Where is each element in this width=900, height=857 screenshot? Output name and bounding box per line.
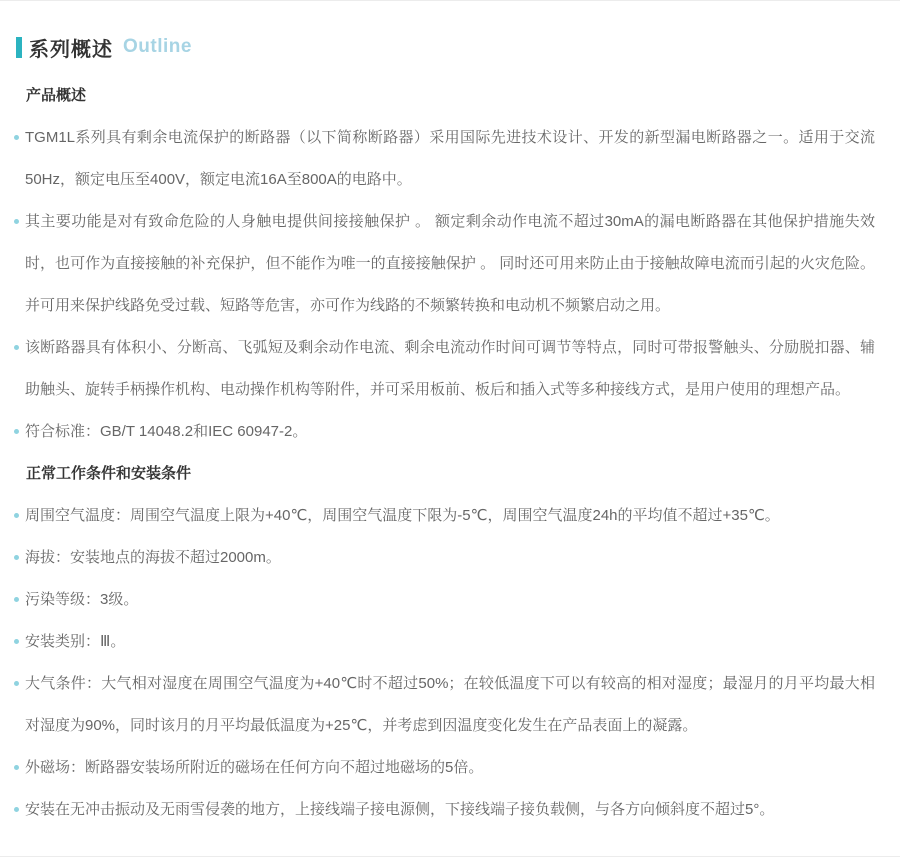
bullet-dot-icon	[14, 219, 19, 224]
content	[0, 75, 875, 831]
bullet-list	[14, 117, 875, 453]
header-accent-bar-icon	[16, 37, 22, 58]
bullet-text: 大气条件：大气相对湿度在周围空气温度为+40℃时不超过50%；在较低温度下可以有较高的相对湿度；最湿月的月平均最大相对湿度为90%，同时该月的月平均最低温度为+25℃，并考虑到因温度变化发生在产品表面上的凝露。	[25, 675, 875, 734]
bullet-item	[14, 117, 875, 201]
bullet-dot-icon	[14, 681, 19, 686]
bullet-item	[14, 327, 875, 411]
page-subtitle: Outline	[123, 36, 192, 57]
section-heading: 产品概述	[26, 87, 87, 104]
bullet-item	[14, 495, 875, 537]
bullet-text: 其主要功能是对有致命危险的人身触电提供间接接触保护 。 额定剩余动作电流不超过30mA的漏电断路器在其他保护措施失效时，也可作为直接接触的补充保护，但不能作为唯一的直接接触保护 。 同时还可用来防止由于接触故障电流而引起的火灾危险。并可用来保护线路免受过载、短路等危害，亦可作为线路的不频繁转换和电动机不频繁启动之用。	[25, 213, 875, 314]
bullet-text: 海拔：安装地点的海拔不超过2000m。	[25, 549, 281, 566]
bullet-item	[14, 201, 875, 327]
bullet-text: 周围空气温度：周围空气温度上限为+40℃，周围空气温度下限为-5℃，周围空气温度24h的平均值不超过+35℃。	[25, 507, 780, 524]
section-heading: 正常工作条件和安装条件	[26, 465, 192, 482]
bullet-text: 外磁场：断路器安装场所附近的磁场在任何方向不超过地磁场的5倍。	[25, 759, 484, 776]
bullet-text: TGM1L系列具有剩余电流保护的断路器（以下简称断路器）采用国际先进技术设计、开发的新型漏电断路器之一。适用于交流50Hz，额定电压至400V，额定电流16A至800A的电路中。	[25, 129, 875, 188]
bullet-dot-icon	[14, 135, 19, 140]
bullet-dot-icon	[14, 555, 19, 560]
bullet-text: 该断路器具有体积小、分断高、飞弧短及剩余动作电流、剩余电流动作时间可调节等特点，同时可带报警触头、分励脱扣器、辅助触头、旋转手柄操作机构、电动操作机构等附件，并可采用板前、板后和插入式等多种接线方式，是用户使用的理想产品。	[25, 339, 875, 398]
bullet-text: 符合标准：GB/T 14048.2和IEC 60947-2。	[25, 423, 308, 440]
bullet-dot-icon	[14, 429, 19, 434]
bullet-item	[14, 411, 875, 453]
bullet-item	[14, 663, 875, 747]
section-header	[16, 35, 875, 59]
bullet-dot-icon	[14, 513, 19, 518]
bullet-dot-icon	[14, 597, 19, 602]
page-title: 系列概述	[29, 38, 113, 61]
bullet-list	[14, 495, 875, 831]
bullet-item	[14, 789, 875, 831]
bullet-dot-icon	[14, 345, 19, 350]
bullet-item	[14, 747, 875, 789]
bullet-text: 安装类别：Ⅲ。	[25, 633, 126, 650]
bullet-dot-icon	[14, 807, 19, 812]
bullet-item	[14, 621, 875, 663]
bullet-dot-icon	[14, 639, 19, 644]
bullet-item	[14, 537, 875, 579]
bullet-text: 安装在无冲击振动及无雨雪侵袭的地方，上接线端子接电源侧，下接线端子接负载侧，与各方向倾斜度不超过5°。	[25, 801, 775, 818]
bullet-item	[14, 579, 875, 621]
bullet-dot-icon	[14, 765, 19, 770]
bullet-text: 污染等级：3级。	[25, 591, 139, 608]
